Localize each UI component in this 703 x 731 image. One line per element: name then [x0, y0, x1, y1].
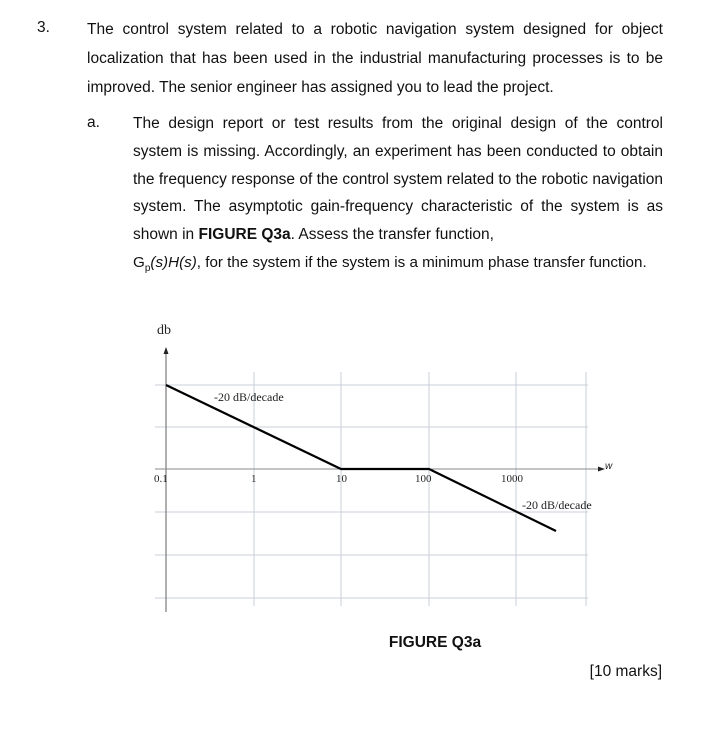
x-tick-label: 1000	[501, 473, 523, 485]
x-tick-labels	[154, 473, 524, 485]
x-axis-label: w	[605, 461, 613, 472]
question-number: 3.	[37, 19, 50, 36]
figure-caption: FIGURE Q3a	[388, 634, 482, 651]
part-text-before: The design report or test results from the original design of the control system is missing. Accordingly, an experiment has been conducted to obtain the frequency response of the control system related to the robotic navigation system. The asymptotic gain-frequency characteristic of the system is as shown in	[133, 115, 663, 244]
tf-subscript: p	[144, 263, 151, 275]
tf-g: G	[133, 253, 145, 271]
chart-grid	[155, 372, 588, 606]
question-stem: The control system related to a robotic navigation system designed for object localization that has been used in the industrial manufacturing processes is to be improved. The senior engineer has assigned you to lead the project.	[87, 21, 663, 96]
x-tick-label: 100	[415, 473, 432, 485]
part-text-after: . Assess the transfer function,	[290, 226, 494, 244]
x-axis-arrow-icon	[598, 467, 605, 472]
slope-label-right: -20 dB/decade	[522, 498, 592, 512]
x-tick-label: 1	[251, 473, 257, 485]
gain-asymptote	[166, 385, 556, 531]
tf-rest: (s)H(s)	[150, 253, 197, 271]
x-tick-label: 10	[336, 473, 347, 485]
marks: [10 marks]	[589, 663, 662, 680]
y-axis-arrow-icon	[164, 347, 169, 354]
x-tick-label: 0.1	[154, 473, 168, 485]
figure-reference: FIGURE Q3a	[198, 226, 291, 244]
y-axis-label: db	[157, 323, 171, 338]
part-text-end: , for the system if the system is a minimum phase transfer function.	[196, 253, 647, 271]
part-label: a.	[87, 114, 100, 131]
slope-label-left: -20 dB/decade	[214, 390, 284, 404]
